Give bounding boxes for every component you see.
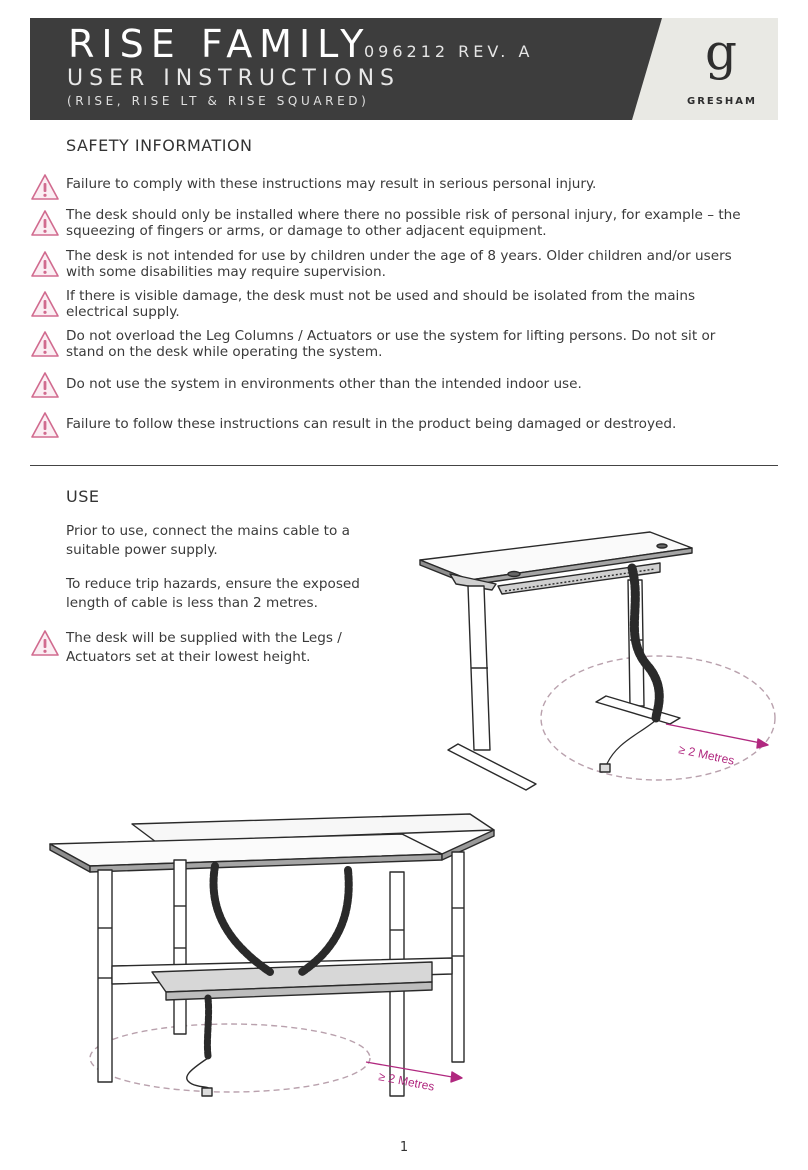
safety-warning-text: Do not overload the Leg Columns / Actuators or use the system for lifting persons. Do not sit or stand on the desk while operating the system. — [66, 328, 716, 360]
use-paragraph: To reduce trip hazards, ensure the exposed length of cable is less than 2 metres. — [66, 576, 360, 611]
section-divider — [30, 465, 778, 466]
use-warning-text: The desk will be supplied with the Legs / Actuators set at their lowest height. — [66, 630, 342, 665]
warning-triangle-icon — [30, 329, 60, 359]
warning-triangle-icon — [30, 289, 60, 319]
single-desk-illustration — [410, 528, 790, 800]
safety-warning-text: If there is visible damage, the desk must not be used and should be isolated from the mains electrical supply. — [66, 288, 696, 320]
safety-warning-text: Failure to follow these instructions can result in the product being damaged or destroyed. — [66, 416, 677, 432]
single-desk-distance-label: ≥ 2 Metres — [677, 742, 736, 768]
document-subtitle: USER INSTRUCTIONS — [67, 66, 401, 91]
warning-triangle-icon — [30, 628, 60, 658]
document-code: 096212 REV. A — [364, 42, 534, 61]
safety-warning-text: The desk should only be installed where there no possible risk of personal injury, for example – the squeezing of fingers or arms, or damage to other adjacent equipment. — [66, 207, 741, 239]
document-title: RISE FAMILY — [68, 22, 371, 66]
warning-triangle-icon — [30, 172, 60, 202]
gresham-logo-icon: g — [704, 23, 737, 81]
document-header — [30, 18, 778, 120]
warning-triangle-icon — [30, 410, 60, 440]
document-models: (RISE, RISE LT & RISE SQUARED) — [67, 94, 370, 108]
use-paragraph: Prior to use, connect the mains cable to a suitable power supply. — [66, 523, 350, 558]
bench-desk-distance-label: ≥ 2 Metres — [377, 1069, 436, 1094]
safety-section-title: SAFETY INFORMATION — [66, 136, 253, 155]
warning-triangle-icon — [30, 208, 60, 238]
bench-desk-illustration — [40, 808, 510, 1108]
page-number: 1 — [399, 1140, 409, 1155]
warning-triangle-icon — [30, 249, 60, 279]
use-section-title: USE — [66, 487, 100, 506]
warning-triangle-icon — [30, 370, 60, 400]
gresham-logo-wordmark: GRESHAM — [686, 96, 757, 107]
safety-warning-text: The desk is not intended for use by children under the age of 8 years. Older children and/or users with some disabilities may require supervision. — [66, 248, 732, 280]
safety-warning-text: Failure to comply with these instructions may result in serious personal injury. — [66, 176, 597, 192]
safety-warning-text: Do not use the system in environments other than the intended indoor use. — [66, 376, 582, 392]
